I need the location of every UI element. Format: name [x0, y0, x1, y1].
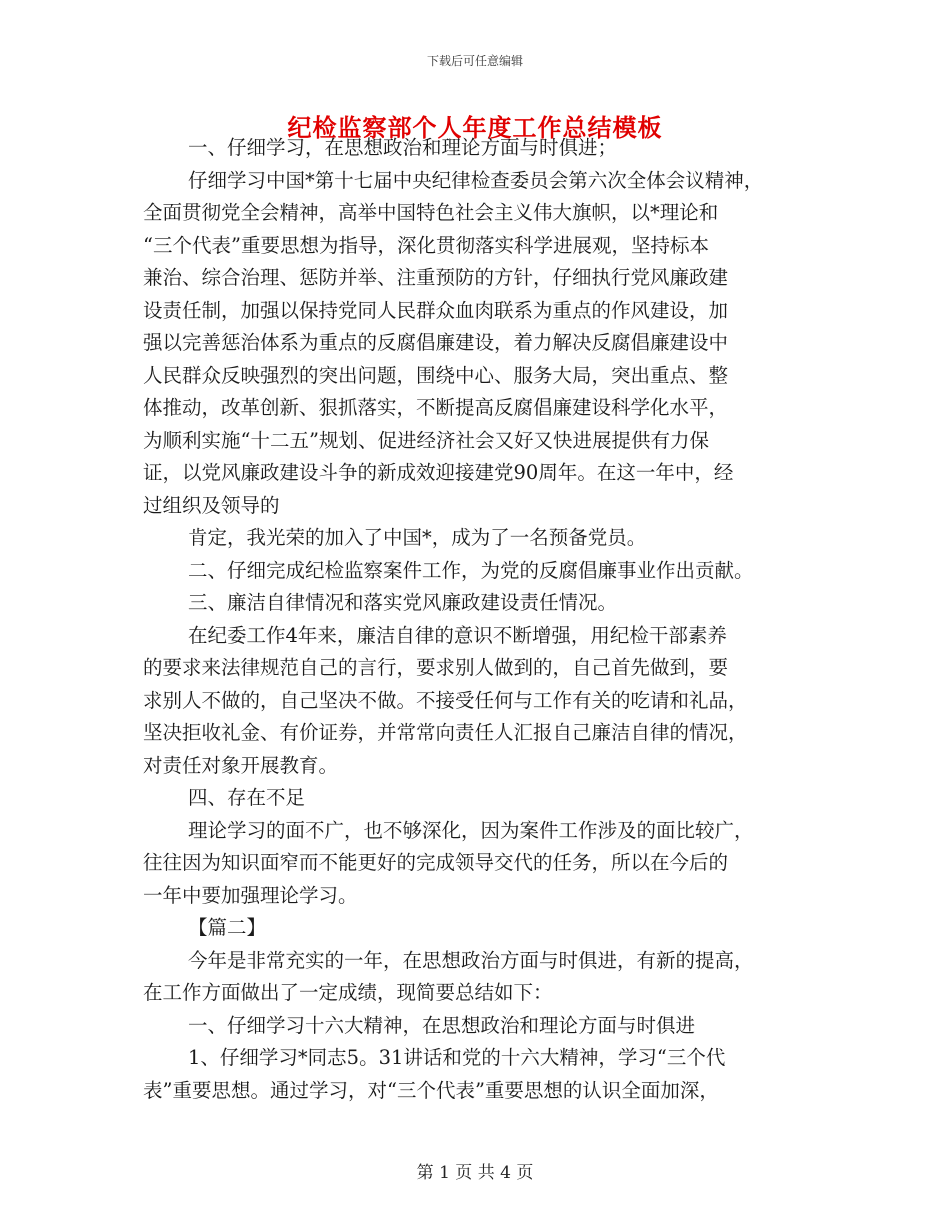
header-note: 下载后可任意编辑	[426, 54, 523, 68]
text-line: 为顺利实施“十二五”规划、促进经济社会又好又快进展提供有力保	[143, 428, 709, 452]
text-line: 一、仔细学习十六大精神，在思想政治和理论方面与时俱进	[188, 1013, 696, 1037]
text-line: 过组织及领导的	[143, 493, 280, 517]
text-line: 肯定，我光荣的加入了中国*，成为了一名预备党员。	[188, 526, 647, 549]
text-line: 【篇二】	[188, 916, 267, 939]
text-line: 一年中要加强理论学习。	[143, 883, 358, 907]
document-body	[143, 132, 815, 1107]
text-line: 一、仔细学习，在思想政治和理论方面与时俱进；	[188, 136, 618, 159]
text-line: 四、存在不足	[188, 786, 306, 809]
text-line: 证，以党风廉政建设斗争的新成效迎接建党90周年。在这一年中，经	[143, 461, 734, 484]
text-line: 三、廉洁自律情况和落实党风廉政建设责任情况。	[188, 591, 618, 614]
text-line: 强以完善惩治体系为重点的反腐倡廉建设，着力解决反腐倡廉建设中	[143, 331, 729, 354]
text-line: 在工作方面做出了一定成绩，现简要总结如下：	[143, 981, 553, 1004]
text-line: 对责任对象开展教育。	[143, 753, 339, 777]
text-line: 坚决拒收礼金、有价证券，并常常向责任人汇报自己廉洁自律的情况，	[143, 721, 748, 744]
text-line: 求别人不做的，自己坚决不做。不接受任何与工作有关的吃请和礼品，	[143, 688, 748, 712]
text-line: 二、仔细完成纪检监察案件工作，为党的反腐倡廉事业作出贡献。	[188, 558, 754, 582]
page-number-footer: 第 1 页 共 4 页	[416, 1163, 534, 1183]
text-line: 今年是非常充实的一年，在思想政治方面与时俱进，有新的提高，	[188, 948, 754, 972]
text-line: 设责任制，加强以保持党同人民群众血肉联系为重点的作风建设，加	[143, 298, 729, 322]
text-line: 体推动，改革创新、狠抓落实，不断提高反腐倡廉建设科学化水平，	[143, 396, 729, 419]
text-line: 理论学习的面不广，也不够深化，因为案件工作涉及的面比较广，	[188, 818, 754, 842]
text-line: 人民群众反映强烈的突出问题，围绕中心、服务大局，突出重点、整	[143, 363, 729, 387]
text-line: “三个代表”重要思想为指导，深化贯彻落实科学进展观，坚持标本	[143, 233, 709, 257]
text-line: 在纪委工作4年来，廉洁自律的意识不断增强，用纪检干部素养	[188, 623, 727, 647]
text-line: 仔细学习中国*第十七届中央纪律检查委员会第六次全体会议精神，	[188, 168, 764, 192]
text-line: 表”重要思想。通过学习，对“三个代表”重要思想的认识全面加深，	[143, 1078, 719, 1102]
document-title: 纪检监察部个人年度工作总结模板	[287, 113, 663, 142]
text-line: 往往因为知识面窄而不能更好的完成领导交代的任务，所以在今后的	[143, 851, 729, 874]
text-line: 兼治、综合治理、惩防并举、注重预防的方针，仔细执行党风廉政建	[143, 266, 729, 289]
text-line: 1、仔细学习*同志5。31讲话和党的十六大精神，学习“三个代	[188, 1046, 726, 1069]
text-line: 的要求来法律规范自己的言行，要求别人做到的，自己首先做到，要	[143, 656, 729, 679]
text-line: 全面贯彻党全会精神，高举中国特色社会主义伟大旗帜，以*理论和	[143, 201, 719, 224]
